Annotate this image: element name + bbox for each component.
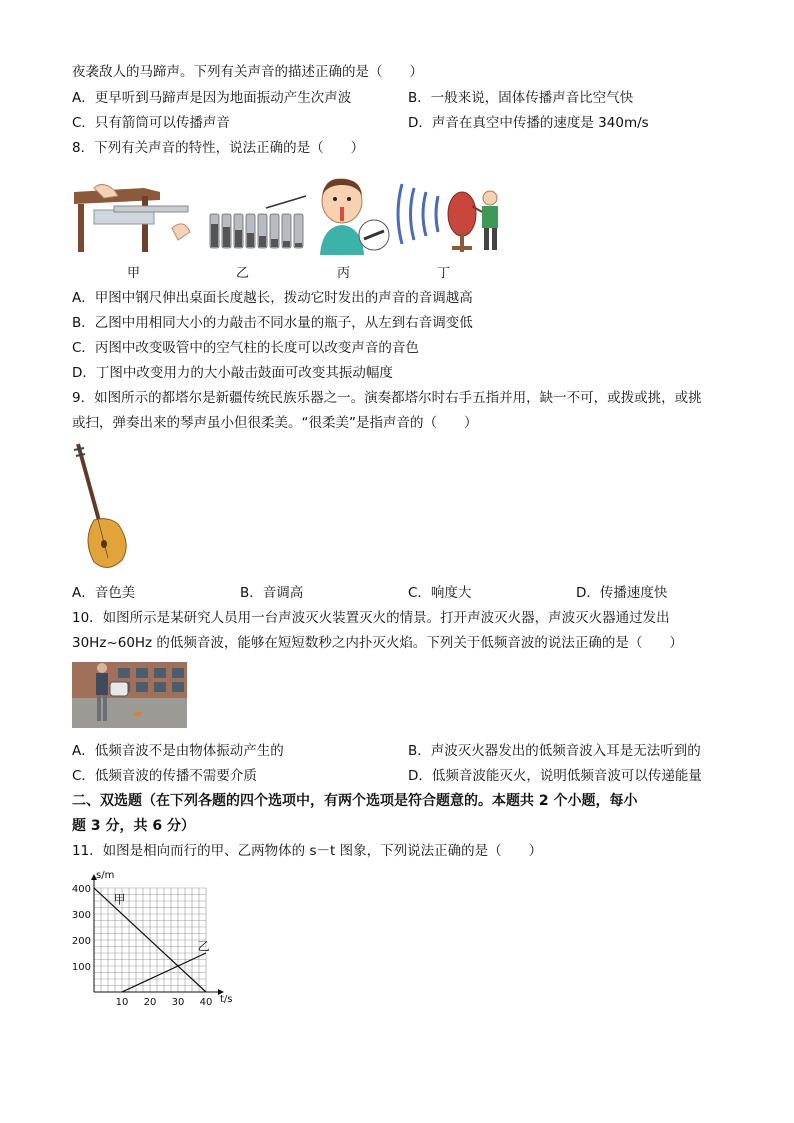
q8-option-c: C．丙图中改变吸管中的空气柱的长度可以改变声音的音色 (72, 340, 419, 356)
q7-option-d: D．声音在真空中传播的速度是 340m/s (408, 115, 649, 131)
q10-stem-line2: 30Hz~60Hz 的低频音波，能够在短短数秒之内扑灭火焰。下列关于低频音波的说法正确的是（ ） (72, 635, 683, 651)
dutar-instrument-figure (72, 440, 136, 574)
q7-option-b: B．一般来说，固体传播声音比空气快 (408, 90, 634, 106)
section-two-heading: 二、双选题（在下列各题的四个选项中，有两个选项是符合题意的。本题共 2 个小题，每小 (72, 793, 638, 809)
q9-option-c: C．响度大 (408, 585, 472, 601)
fig-label-bing: 丙 (337, 266, 351, 281)
q10-option-b: B．声波灭火器发出的低频音波入耳是无法听到的 (408, 743, 701, 759)
q11-stem: 11．如图是相向而行的甲、乙两物体的 s－t 图象，下列说法正确的是（ ） (72, 843, 543, 859)
sonic-extinguisher-photo (72, 662, 187, 728)
fig-label-yi: 乙 (236, 266, 250, 281)
x-tick-label: 20 (143, 997, 157, 1008)
y-tick-label: 400 (71, 884, 91, 895)
q7-option-a: A．更早听到马蹄声是因为地面振动产生次声波 (72, 90, 352, 106)
y-tick-label: 100 (71, 962, 91, 973)
s-t-graph (66, 866, 242, 1008)
q9-option-a: A．音色美 (72, 585, 136, 601)
x-axis-label: t/s (220, 994, 233, 1005)
y-axis-label: s/m (96, 870, 115, 881)
q10-stem-line1: 10．如图所示是某研究人员用一台声波灭火装置灭火的情景。打开声波灭火器，声波灭火器通过发出 (72, 610, 670, 626)
fig-label-jia: 甲 (127, 266, 141, 281)
q10-option-c: C．低频音波的传播不需要介质 (72, 768, 257, 784)
x-tick-label: 30 (171, 997, 185, 1008)
q8-stem: 8．下列有关声音的特性，说法正确的是（ ） (72, 140, 365, 156)
q8-option-d: D．丁图中改变用力的大小敲击鼓面可改变其振动幅度 (72, 365, 393, 381)
child-with-straw-figure (316, 177, 392, 255)
q9-stem-line1: 9．如图所示的都塔尔是新疆传统民族乐器之一。演奏都塔尔时右手五指并用，缺一不可，或拨或挑，或挑 (72, 390, 702, 406)
fig-label-ding: 丁 (437, 266, 451, 281)
y-tick-label: 200 (71, 936, 91, 947)
q9-option-d: D．传播速度快 (576, 585, 668, 601)
q8-option-a: A．甲图中钢尺伸出桌面长度越长，拨动它时发出的声音的音调越高 (72, 290, 473, 306)
bottles-figure (208, 194, 308, 250)
q10-option-d: D．低频音波能灭火，说明低频音波可以传递能量 (408, 768, 702, 784)
drum-figure (392, 176, 506, 254)
q7-stem: 夜袭敌人的马蹄声。下列有关声音的描述正确的是（ ） (72, 64, 423, 80)
ruler-on-desk-figure (74, 182, 196, 254)
q7-option-c: C．只有箭筒可以传播声音 (72, 115, 230, 131)
q9-option-b: B．音调高 (240, 585, 304, 601)
x-tick-label: 40 (199, 997, 213, 1008)
series-yi-label: 乙 (197, 939, 210, 954)
section-two-heading-cont: 题 3 分，共 6 分） (72, 818, 195, 834)
series-jia-label: 甲 (113, 892, 126, 907)
q9-stem-line2: 或扫，弹奏出来的琴声虽小但很柔美。“很柔美”是指声音的（ ） (72, 415, 478, 431)
y-tick-label: 300 (71, 910, 91, 921)
x-tick-label: 10 (115, 997, 129, 1008)
q8-option-b: B．乙图中用相同大小的力敲击不同水量的瓶子，从左到右音调变低 (72, 315, 473, 331)
q10-option-a: A．低频音波不是由物体振动产生的 (72, 743, 284, 759)
